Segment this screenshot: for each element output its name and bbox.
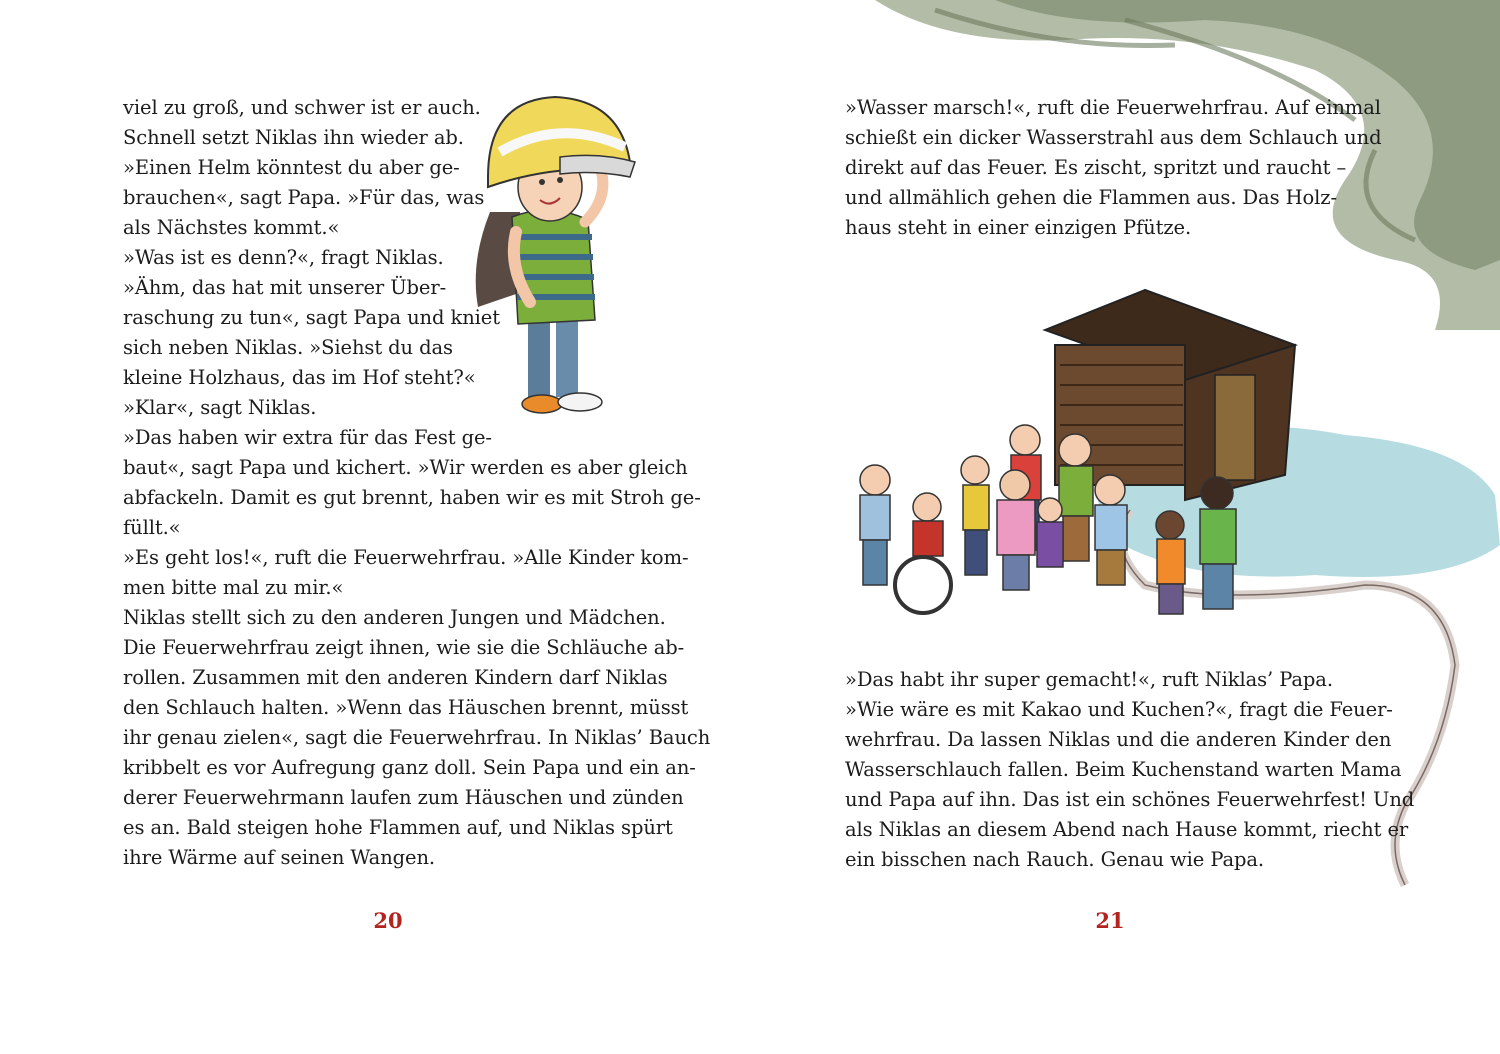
text-line: wehrfrau. Da lassen Niklas und die anderen Kinder den: [845, 728, 1392, 751]
text-line: »Was ist es denn?«, fragt Niklas.: [123, 246, 444, 269]
text-line: Wasserschlauch fallen. Beim Kuchenstand warten Mama: [845, 758, 1402, 781]
text-line: Schnell setzt Niklas ihn wieder ab.: [123, 126, 464, 149]
text-line: »Wasser marsch!«, ruft die Feuerwehrfrau. Auf einmal: [845, 96, 1381, 119]
text-line: ihre Wärme auf seinen Wangen.: [123, 846, 436, 869]
text-line: und Papa auf ihn. Das ist ein schönes Feuerwehrfest! Und: [845, 788, 1415, 811]
text-line: füllt.«: [123, 516, 181, 539]
text-line: ein bisschen nach Rauch. Genau wie Papa.: [845, 848, 1265, 871]
text-line: »Das habt ihr super gemacht!«, ruft Niklas’ Papa.: [845, 668, 1333, 691]
text-line: direkt auf das Feuer. Es zischt, spritzt und raucht –: [845, 156, 1347, 179]
text-line: rollen. Zusammen mit den anderen Kindern darf Niklas: [123, 666, 668, 689]
text-line: Niklas stellt sich zu den anderen Jungen und Mädchen.: [123, 606, 666, 629]
text-line: schießt ein dicker Wasserstrahl aus dem Schlauch und: [845, 126, 1382, 149]
text-line: als Nächstes kommt.«: [123, 216, 340, 239]
text-line: »Ähm, das hat mit unserer Über-: [123, 276, 447, 299]
text-line: sich neben Niklas. »Siehst du das: [123, 336, 453, 359]
text-line: »Wie wäre es mit Kakao und Kuchen?«, fragt die Feuer-: [845, 698, 1393, 721]
child-with-helmet-illustration: [460, 92, 650, 422]
text-line: abfackeln. Damit es gut brennt, haben wir es mit Stroh ge-: [123, 486, 701, 509]
text-line: raschung zu tun«, sagt Papa und kniet: [123, 306, 500, 329]
text-line: »Es geht los!«, ruft die Feuerwehrfrau. »Alle Kinder kom-: [123, 546, 689, 569]
text-line: haus steht in einer einzigen Pfütze.: [845, 216, 1192, 239]
text-line: men bitte mal zu mir.«: [123, 576, 344, 599]
right-page-text-bottom: [845, 665, 1414, 875]
text-line: derer Feuerwehrmann laufen zum Häuschen und zünden: [123, 786, 684, 809]
text-line: Die Feuerwehrfrau zeigt ihnen, wie sie die Schläuche ab-: [123, 636, 685, 659]
text-line: den Schlauch halten. »Wenn das Häuschen brennt, müsst: [123, 696, 689, 719]
text-line: »Klar«, sagt Niklas.: [123, 396, 317, 419]
text-line: und allmählich gehen die Flammen aus. Das Holz-: [845, 186, 1337, 209]
page-number-left: 20: [373, 908, 403, 933]
text-line: als Niklas an diesem Abend nach Hause kommt, riecht er: [845, 818, 1409, 841]
text-line: viel zu groß, und schwer ist er auch.: [123, 96, 481, 119]
text-line: »Das haben wir extra für das Fest ge-: [123, 426, 492, 449]
text-line: kribbelt es vor Aufregung ganz doll. Sein Papa und ein an-: [123, 756, 696, 779]
text-line: baut«, sagt Papa und kichert. »Wir werden es aber gleich: [123, 456, 688, 479]
page-number-right: 21: [1095, 908, 1125, 933]
text-line: brauchen«, sagt Papa. »Für das, was: [123, 186, 485, 209]
text-line: ihr genau zielen«, sagt die Feuerwehrfrau. In Niklas’ Bauch: [123, 726, 711, 749]
right-page: [750, 0, 1500, 1054]
text-line: es an. Bald steigen hohe Flammen auf, und Niklas spürt: [123, 816, 673, 839]
text-line: »Einen Helm könntest du aber ge-: [123, 156, 460, 179]
right-page-text-top: [845, 93, 1381, 243]
text-line: kleine Holzhaus, das im Hof steht?«: [123, 366, 476, 389]
